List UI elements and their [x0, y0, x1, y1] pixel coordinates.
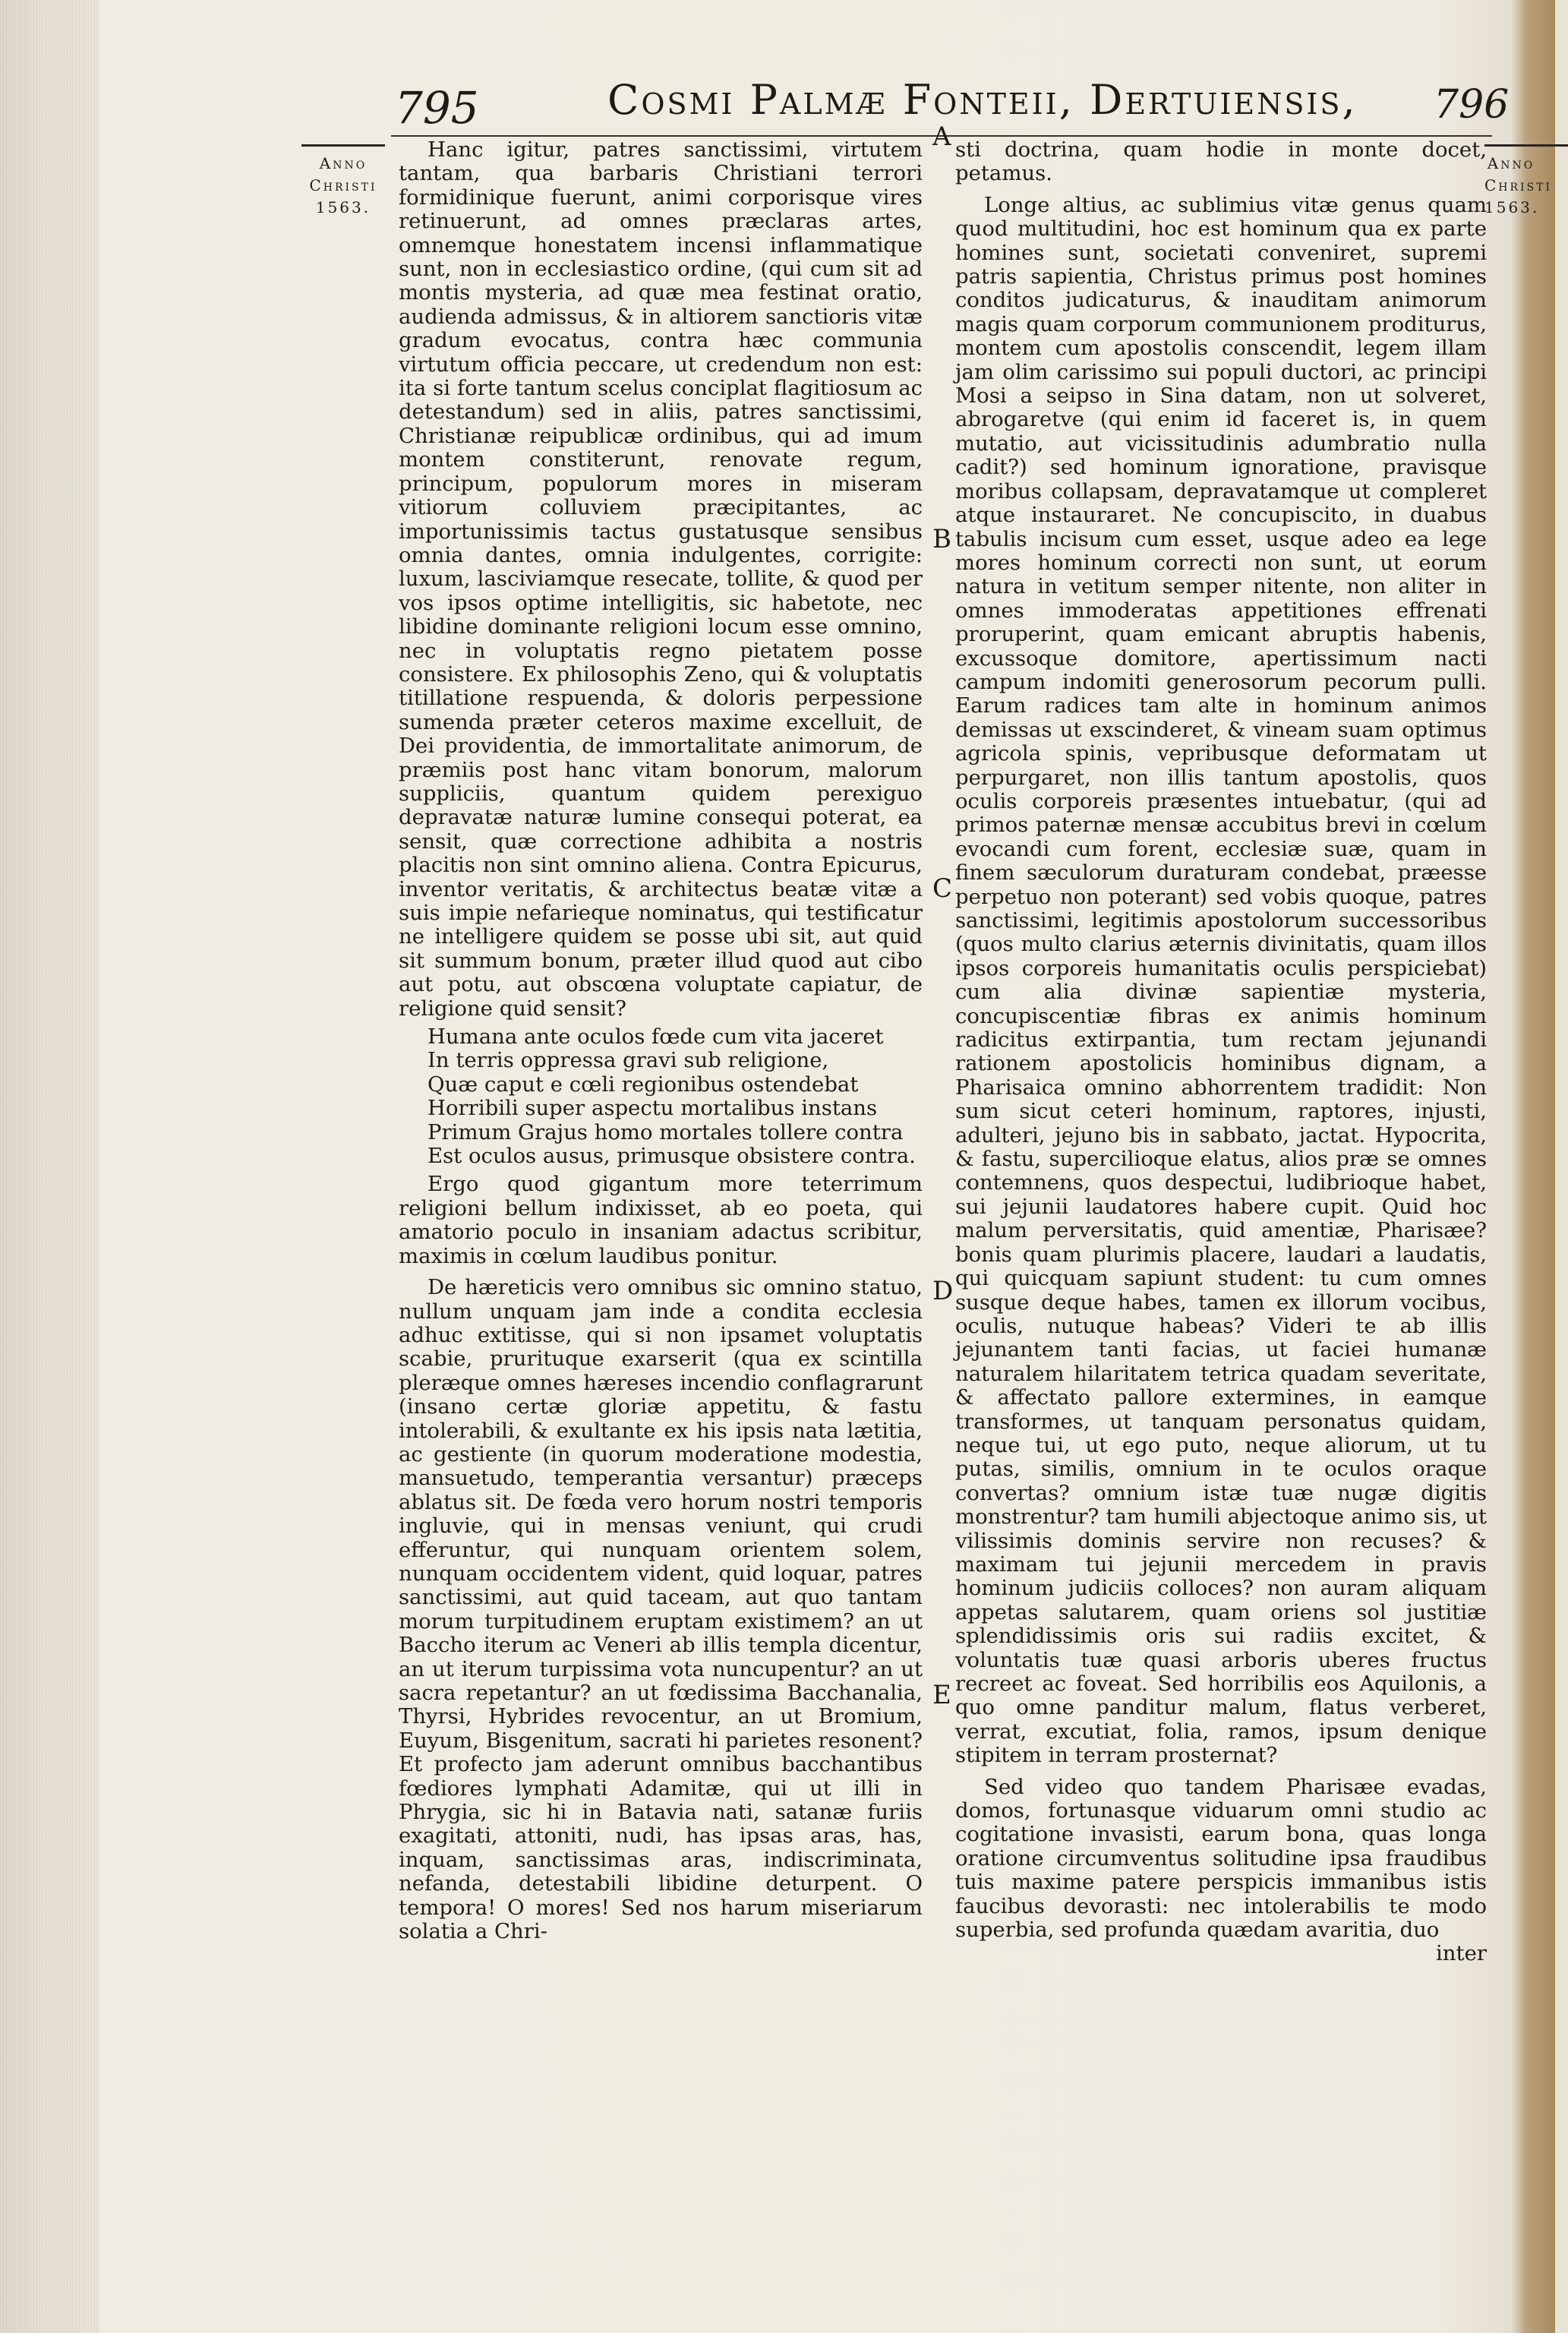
verse-line: Horribili super aspectu mortalibus instans — [427, 1096, 878, 1121]
paragraph: De hæreticis vero omnibus sic omnino statuo, nullum unquam jam inde a condita ecclesia adhuc extitisse, qui si non ipsamet voluptatis scabie, prurituque exarserit (qua ex scintilla pleræque omnes hæreses incendio conflagrarunt (insano certæ gloriæ appetitu, & fastu intolerabili, & exultante ex his ipsis nata lætitia, ac gestiente (in quorum moderatione modestia, mansuetudo, temperantia versantur) præceps ablatus sit. De fœda vero horum nostri temporis ingluvie, qui in mensas veniunt, qui crudi efferuntur, qui nunquam orientem solem, nunquam occidentem vident, quid loquar, patres sanctissimi, aut quid taceam, aut quo tantam morum turpitudinem eruptam existimem? an ut Baccho iterum ac Veneri ab illis templa dicentur, an ut iterum turpissima vota nuncupentur? an ut sacra repetantur? an ut fœdissima Bacchanalia, Thyrsi, Hybrides revocentur, an ut Bromium, Euyum, Bisgenitum, sacrati hi parietes resonent? Et profecto jam aderunt omnibus bacchantibus fœdiores lymphati Adamitæ, qui ut illi in Phrygia, sic hi in Batavia nati, satanæ furiis exagitati, attoniti, nudi, has ipsas aras, has, inquam, sanctissimas aras, indiscriminata, nefanda, detestabili libidine deturpent. O tempora! O mores! Sed nos harum miseriarum solatia a Chri- — [399, 1275, 923, 1944]
section-letter-c: C — [932, 873, 953, 904]
catchword: inter — [1436, 1941, 1487, 1966]
margin-rule — [301, 144, 385, 147]
left-text-column — [399, 138, 923, 1943]
paragraph: sti doctrina, quam hodie in monte docet, petamus. — [955, 137, 1487, 186]
verse-line: Est oculos ausus, primusque obsistere contra. — [427, 1144, 916, 1169]
paragraph: Longe altius, ac sublimius vitæ genus quam quod multitudini, hoc est hominum qua ex parte homines sunt, societati conveniret, supremi patris sapientia, Christus primus post homines conditos judicaturus, & inauditam animorum magis quam corporum communionem proditurus, montem cum apostolis conscendit, legem illam jam olim carissimo sui populi ductori, ac principi Mosi a seipso in Sina datam, non ut solveret, abrogaretve (qui enim id faceret is, in quem mutatio, aut vicissitudinis adumbratio nulla cadit?) sed hominum ignoratione, pravisque moribus collapsam, depravatamque ut compleret atque instauraret. Ne concupiscito, in duabus tabulis incisum cum esset, usque adeo ea lege mores hominum correcti non sunt, ut eorum natura in vetitum semper nitente, non aliter in omnes immoderatas appetitiones effrenati proruperint, quam emicant abruptis habenis, excussoque domitore, apertissimum nacti campum indomiti generosorum pecorum pulli. Earum radices tam alte in hominum animos demissas ut exscinderet, & vineam suam optimus agricola spinis, vepribusque deformatam ut perpurgaret, non illis tantum apostolis, quos oculis corporeis præsentes intuebatur, (qui ad primos paternæ mensæ accubitus brevi in cœlum evocandi cum forent, ecclesiæ suæ, quam in finem sæculorum duraturam condebat, præesse perpetuo non poterant) sed vobis quoque, patres sanctissimi, legitimis apostolorum successoribus (quos multo clarius æternis divinitatis, quam illos ipsos corporeis humanitatis oculis perspiciebat) cum alia divinæ sapientiæ mysteria, concupiscentiæ fibras ex animis hominum radicitus extirpantia, tum rectam jejunandi rationem apostolicis hominibus dignam, a Pharisaica omnino abhorrentem tradidit: Non sum sicut ceteri hominum, raptores, injusti, adulteri, jejuno bis in sabbato, jactat. Hypocrita, & fastu, supercilioque elatus, alios præ se omnes contemnens, quos despectui, ludibrioque habet, sui jejunii laudatores habere cupit. Quid hoc malum perversitatis, quid amentiæ, Pharisæe? bonis quam plurimis placere, laudari a laudatis, qui quicquam sapiunt student: tu cum omnes susque deque habes, tamen ex illorum vocibus, oculis, nutuque habeas? Videri te ab illis jejunantem tanti facias, ut faciei humanæ naturalem hilaritatem tetrica quadam severitate, & affectato pallore extermines, in eamque transformes, ut tanquam personatus quidam, neque tui, ut ego puto, neque aliorum, ut tu putas, similis, omnium in te oculos oraque convertas? omnium istæ tuæ nugæ digitis monstrentur? tam humili abjectoque animo sis, ut vilissimis dominis servire non recuses? & maximam tui jejunii mercedem in pravis hominum judiciis colloces? non auram aliquam appetas salutarem, quam oriens sol justitiæ splendidissimis oris sui radiis excitet, & voluntatis tuæ quasi arboris uberes fructus recreet ac foveat. Sed horribilis eos Aquilonis, a quo omne panditur malum, flatus verberet, verrat, excutiat, folia, ramos, ipsum denique stipitem in terram prosternat? — [955, 192, 1487, 1768]
page-stack-edge — [0, 0, 99, 2333]
margin-year: 1563. — [1484, 198, 1540, 216]
margin-note-right — [1484, 144, 1553, 219]
paragraph: Sed video quo tandem Pharisæe evadas, domos, fortunasque viduarum omni studio ac cogitatione invasisti, earum bona, quas longa oratione circumventus solitudine ipsa fraudibus tuis maxime patere perspicis immanibus istis faucibus devorasti: nec intolerabilis te modo superbia, sed profunda quædam avaritia, duo — [955, 1774, 1487, 1943]
margin-word: Christi — [309, 176, 377, 194]
running-title: Cosmi Palmæ Fonteii, Dertuiensis, — [607, 76, 1358, 124]
left-page-number: 795 — [395, 82, 479, 134]
section-letter-d: D — [932, 1276, 954, 1306]
right-page-number: 796 — [1434, 82, 1510, 128]
paragraph: Hanc igitur, patres sanctissimi, virtutem tantam, qua barbaris Christiani terrori formidinique fuerunt, animi corporisque vires retinuerunt, ad omnes præclaras artes, omnemque honestatem incensi inflammatique sunt, non in ecclesiastico ordine, (qui cum sit ad montis mysteria, ad quæ mea festinat oratio, audienda admissus, & in altiorem sanctioris vitæ gradum evocatus, contra hæc communia virtutum officia peccare, ut credendum non est: ita si forte tantum scelus conciplat flagitiosum ac detestandum) sed in aliis, patres sanctissimi, Christianæ reipublicæ ordinibus, qui ad imum montem constiterunt, renovate regum, principum, populorum mores in miseram vitiorum colluviem præcipitantes, ac importunissimis tactus gustatusque sensibus omnia dantes, omnia indulgentes, corrigite: luxum, lasciviamque resecate, tollite, & quod per vos ipsos optime intelligitis, sic habetote, nec libidine dominante religioni locum esse omnino, nec in voluptatis regno pietatem posse consistere. Ex philosophis Zeno, qui & voluptatis titillatione respuenda, & doloris perpessione sumenda præter ceteros maxime excelluit, de Dei providentia, de immortalitate animorum, de præmiis post hanc vitam bonorum, malorum suppliciis, quantum quidem perexiguo depravatæ naturæ lumine consequi poterat, ea sensit, quæ correctione adhibita a nostris placitis non sint omnino aliena. Contra Epicurus, inventor veritatis, & architectus beatæ vitæ a suis impie nefarieque nominatus, qui testificatur ne intelligere quidem se posse ubi sit, aut quid sit summum bonum, præter illud quod aut cibo aut potu, aut obscœna voluptate capiatur, de religione quid sensit? — [399, 137, 923, 1021]
margin-word: Anno — [1487, 154, 1535, 172]
section-letter-b: B — [932, 524, 951, 554]
section-letter-e: E — [932, 1680, 951, 1710]
verse-line: Primum Grajus homo mortales tollere contra — [427, 1119, 904, 1144]
verse-line: In terris oppressa gravi sub religione, — [427, 1048, 829, 1073]
margin-year: 1563. — [315, 198, 371, 216]
margin-word: Christi — [1484, 176, 1553, 194]
right-text-column — [955, 138, 1487, 1966]
margin-word: Anno — [319, 154, 368, 172]
margin-note-left — [298, 144, 389, 219]
paragraph: Ergo quod gigantum more teterrimum religioni bellum indixisset, ab eo poeta, qui amatorio poculo in insaniam adactus scribitur, maximis in cœlum laudibus ponitur. — [399, 1172, 923, 1268]
verse-line: Humana ante oculos fœde cum vita jaceret — [427, 1024, 884, 1050]
verse-line: Quæ caput e cœli regionibus ostendebat — [427, 1072, 859, 1097]
section-letter-a: A — [932, 122, 951, 152]
verse-quotation — [427, 1025, 923, 1168]
margin-rule — [1484, 144, 1568, 147]
